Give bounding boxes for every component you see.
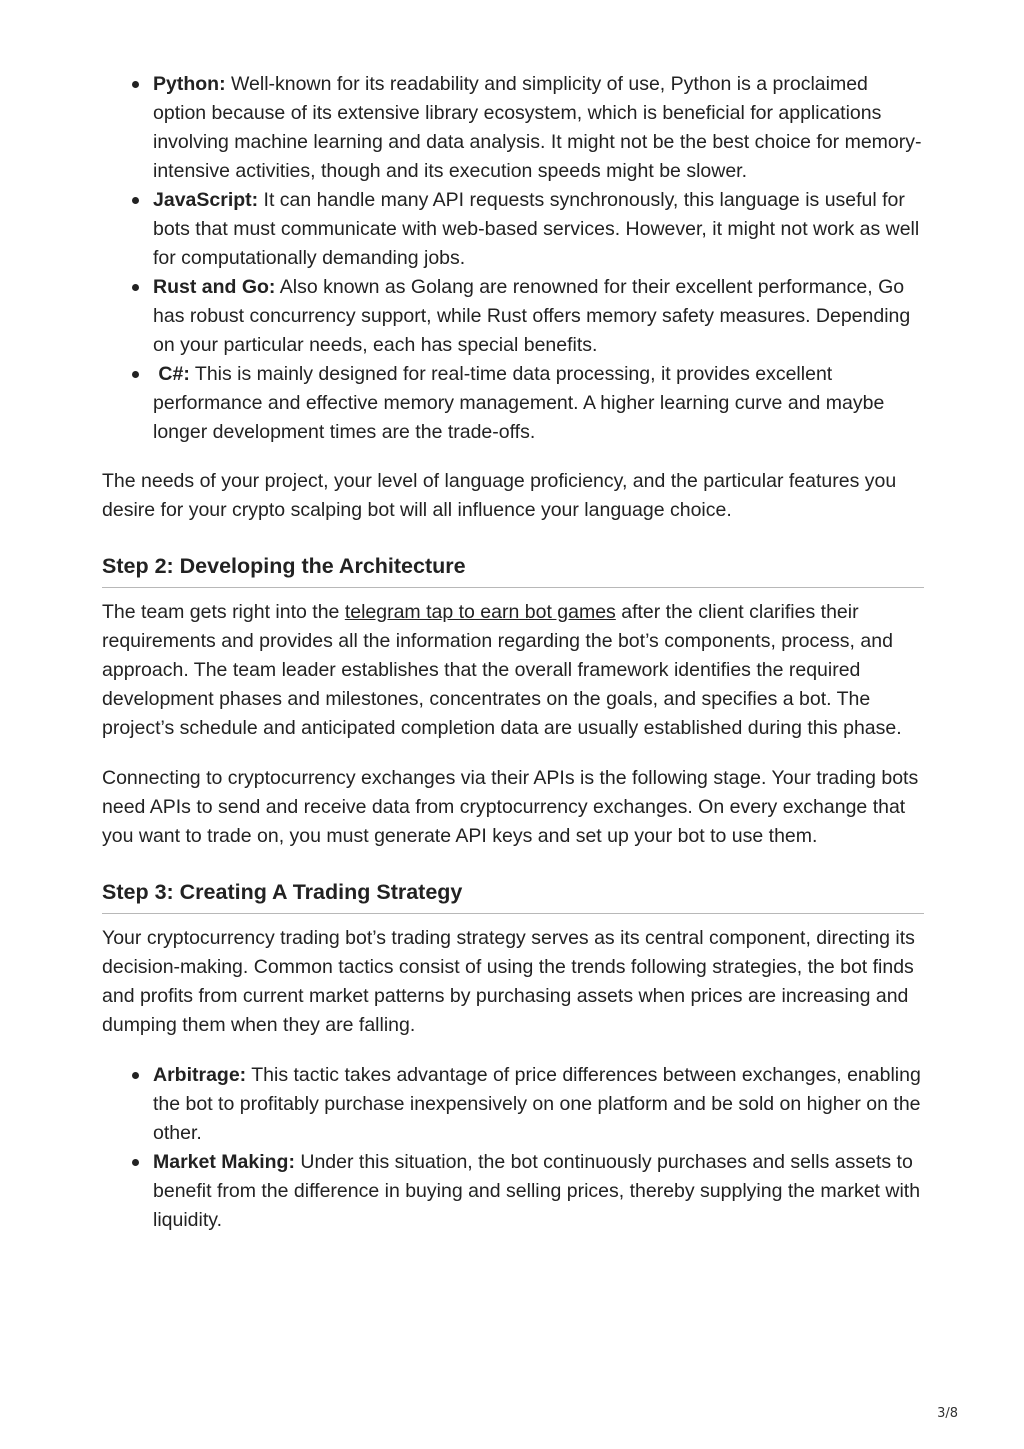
page-number: 3/8 xyxy=(937,1406,958,1421)
list-item-text: Under this situation, the bot continuously purchases and sells assets to benefit from the difference in buying and selling prices, thereby supplying the market with liquidity. xyxy=(153,1151,921,1231)
telegram-games-link[interactable]: telegram tap to earn bot games xyxy=(344,601,616,623)
list-item-term: Python: xyxy=(153,73,226,95)
step3-heading: Step 3: Creating A Trading Strategy xyxy=(102,877,924,914)
language-list xyxy=(102,70,924,447)
list-item xyxy=(102,70,924,186)
list-item-term: C#: xyxy=(153,363,190,385)
list-item xyxy=(102,273,924,360)
list-item-term: JavaScript: xyxy=(153,189,259,211)
list-item-term: Arbitrage: xyxy=(153,1064,247,1086)
step2-paragraph-1 xyxy=(102,598,924,743)
step2-heading: Step 2: Developing the Architecture xyxy=(102,551,924,588)
list-item-term: Market Making: xyxy=(153,1151,295,1173)
tactic-list xyxy=(102,1061,924,1235)
bullet-icon xyxy=(132,1072,139,1079)
bullet-icon xyxy=(132,284,139,291)
bullet-icon xyxy=(132,197,139,204)
list-item xyxy=(102,1148,924,1235)
bullet-icon xyxy=(132,81,139,88)
paragraph-text: after the client clarifies their requirements and provides all the information regarding the bot’s components, process, and approach. The team leader establishes that the overall framework identifies the required development phases and milestones, concentrates on the goals, and specifies a bot. The project’s schedule and anticipated completion data are usually established during this phase. xyxy=(102,601,902,739)
step3-paragraph-1: Your cryptocurrency trading bot’s trading strategy serves as its central component, directing its decision-making. Common tactics consist of using the trends following strategies, the bot finds and profits from current market patterns by purchasing assets when prices are increasing and dumping them when they are falling. xyxy=(102,927,915,1036)
list-item xyxy=(102,360,924,447)
list-item-text: It can handle many API requests synchronously, this language is useful for bots that must communicate with web-based services. However, it might not work as well for computationally demanding jobs. xyxy=(153,189,920,269)
list-item-text: Well-known for its readability and simplicity of use, Python is a proclaimed option because of its extensive library ecosystem, which is beneficial for applications involving machine learning and data analysis. It might not be the best choice for memory-intensive activities, though and its execution speeds might be slower. xyxy=(153,73,922,182)
bullet-icon xyxy=(132,371,139,378)
list-item-term: Rust and Go: xyxy=(153,276,276,298)
bullet-icon xyxy=(132,1159,139,1166)
list-item-text: Also known as Golang are renowned for their excellent performance, Go has robust concurrency support, while Rust offers memory safety measures. Depending on your particular needs, each has special benefits. xyxy=(153,276,911,356)
paragraph-text: The team gets right into the xyxy=(102,601,345,623)
list-item xyxy=(102,186,924,273)
list-item-text: This tactic takes advantage of price differences between exchanges, enabling the bot to profitably purchase inexpensively on one platform and be sold on higher on the other. xyxy=(153,1064,921,1144)
list-item xyxy=(102,1061,924,1148)
document-page xyxy=(102,70,924,1235)
list-item-text: This is mainly designed for real-time data processing, it provides excellent performance and effective memory management. A higher learning curve and maybe longer development times are the trade-offs. xyxy=(153,363,885,443)
step2-paragraph-2: Connecting to cryptocurrency exchanges via their APIs is the following stage. Your trading bots need APIs to send and receive data from cryptocurrency exchanges. On every exchange that you want to trade on, you must generate API keys and set up your bot to use them. xyxy=(102,767,919,847)
language-choice-paragraph: The needs of your project, your level of language proficiency, and the particular features you desire for your crypto scalping bot will all influence your language choice. xyxy=(102,470,897,521)
